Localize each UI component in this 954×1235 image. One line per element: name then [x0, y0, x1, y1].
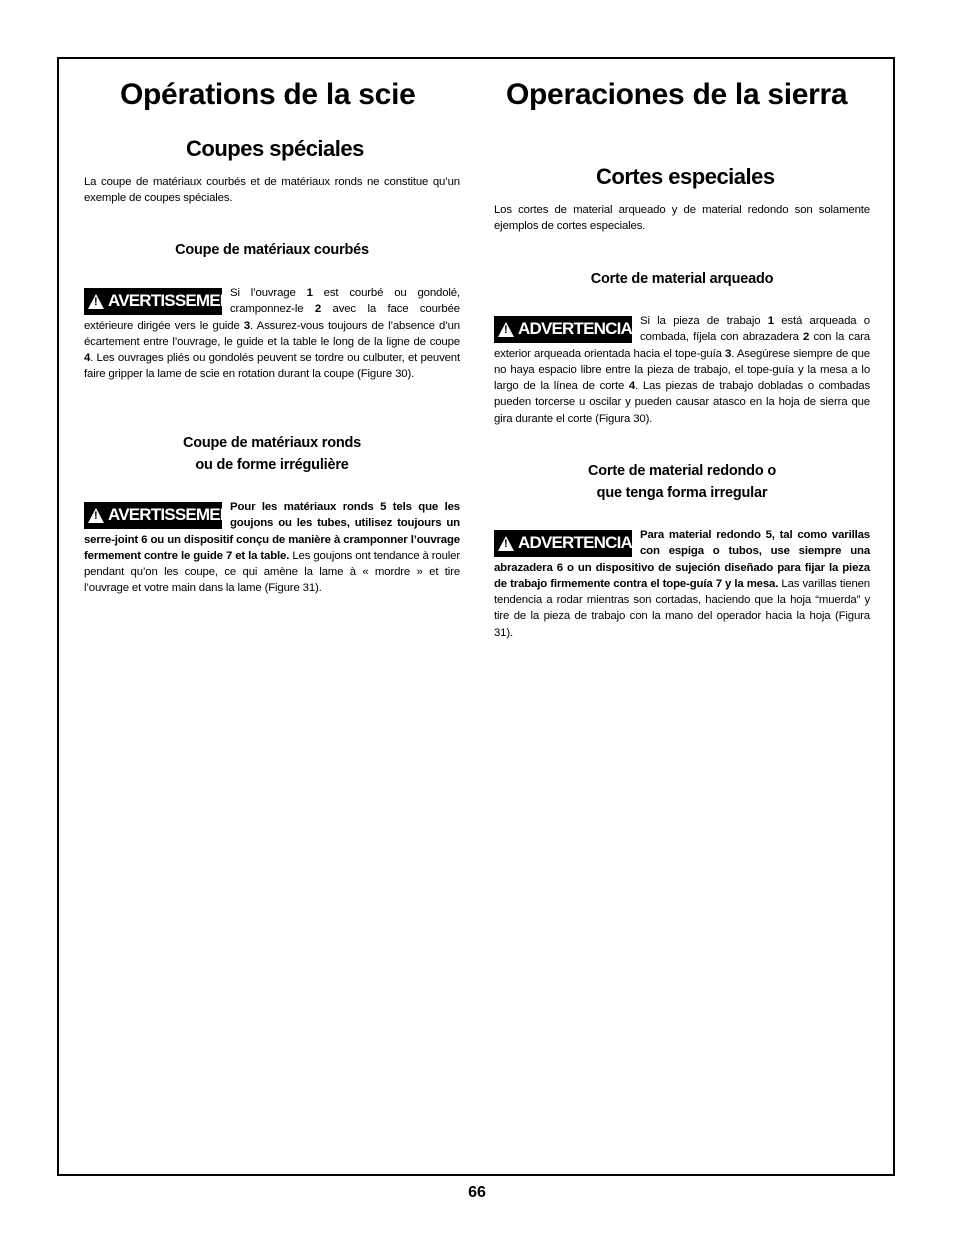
warning-label: ADVERTENCIA [518, 533, 632, 553]
callout-number: 1 [767, 315, 774, 327]
title-line: que tenga forma irregular [596, 485, 768, 501]
warning-triangle-icon: ! [498, 322, 514, 337]
warning-paragraph-curved-fr [84, 285, 460, 383]
page-number: 66 [468, 1184, 486, 1201]
text-fragment: . Les ouvrages pliés ou gondolés peuvent se tordre ou culbuter, et peuvent faire gripper la lame de scie en rotation durant la coupe (Figure 30). [84, 352, 460, 381]
title-line: Coupe de matériaux ronds [182, 435, 362, 451]
callout-number: 1 [306, 287, 313, 299]
text-fragment: Les goujons ont tendance à rouler pendant qu’on les coupe, ce qui amène la lame à « mordre » et tire l’ouvrage et votre main dans la lame (Figure 31). [84, 549, 460, 595]
warning-paragraph-arched-es [494, 313, 870, 427]
text-fragment: Si la pieza de trabajo [640, 315, 768, 327]
subsection-title-round-es [494, 460, 870, 504]
title-line: ou de forme irrégulière [195, 457, 349, 473]
text-fragment: . Assurez-vous toujours de l’absence d’un écartement entre l’ouvrage, le guide et la table le long de la ligne de coupe [84, 319, 460, 348]
text-fragment: Las varillas tienen tendencia a rodar mientras son cortadas, haciendo que la hoja “muerda” y tire de la pieza de trabajo con la mano del operador hacia la hoja (Figura 31). [494, 577, 870, 639]
warning-paragraph-round-es [494, 527, 870, 641]
warning-label: ADVERTENCIA [518, 319, 632, 339]
warning-badge [84, 288, 241, 315]
warning-triangle-icon: ! [498, 536, 514, 551]
warning-bold-text: Pour les matériaux ronds 5 tels que les goujons ou les tubes, utilisez toujours un serre-joint 6 ou un dispositif conçu de manière à cramponner l’ouvrage fermement contre le guide 7 et la table. [84, 501, 460, 562]
warning-badge [84, 502, 241, 529]
section-title-fr: Coupes spéciales [186, 136, 364, 161]
warning-bold-text: Para material redondo 5, tal como varillas con espiga o tubos, use siempre una abrazadera 6 o un dispositivo de sujeción diseñado para fijar la pieza de trabajo firmemente contra el tope-guía 7 y la mesa. [494, 529, 870, 590]
warning-label: AVERTISSEMENT [108, 291, 241, 311]
text-fragment: avec la face courbée extérieure dirigée vers le guide [84, 303, 460, 332]
callout-number: 2 [803, 331, 810, 344]
subsection-title-arched-es: Corte de material arqueado [590, 271, 774, 287]
warning-triangle-icon: ! [88, 508, 104, 523]
subsection-title-round-fr [84, 432, 460, 476]
text-fragment: . Las piezas de trabajo dobladas o combadas pueden torcerse u oscilar y pueden causar atasco en la hoja de sierra que gira durante el corte (Figura 30). [494, 380, 870, 425]
subsection-title-curved-fr: Coupe de matériaux courbés [175, 242, 369, 258]
callout-number: 3 [725, 347, 732, 360]
text-fragment: está arqueada o combada, fíjela con abrazadera [640, 315, 870, 344]
warning-badge [494, 530, 632, 557]
intro-text-fr: La coupe de matériaux courbés et de matériaux ronds ne constitue qu’un exemple de coupes spéciales. [84, 176, 460, 205]
page-title-es: Operaciones de la sierra [506, 78, 848, 111]
title-line: Corte de material redondo o [588, 463, 776, 479]
warning-triangle-icon: ! [88, 294, 104, 309]
text-fragment: est courbé ou gondolé, cramponnez-le [230, 287, 461, 316]
callout-number: 4 [84, 352, 91, 365]
text-fragment: Si l’ouvrage [230, 287, 307, 299]
text-fragment: . Asegúrese siempre de que no haya espacio libre entre la pieza de trabajo, el tope-guía y la mesa a lo largo de la línea de corte [494, 347, 870, 393]
section-title-es: Cortes especiales [596, 164, 775, 189]
warning-paragraph-round-fr [84, 499, 460, 597]
warning-badge [494, 316, 632, 343]
warning-label: AVERTISSEMENT [108, 505, 241, 525]
callout-number: 4 [628, 380, 636, 393]
page-title-fr: Opérations de la scie [120, 78, 416, 111]
text-fragment: con la cara exterior arqueada orientada hacia el tope-guía [494, 331, 870, 360]
intro-text-es: Los cortes de material arqueado y de material redondo son solamente ejemplos de cortes especiales. [494, 204, 870, 233]
callout-number: 2 [314, 303, 322, 316]
callout-number: 3 [243, 319, 251, 332]
